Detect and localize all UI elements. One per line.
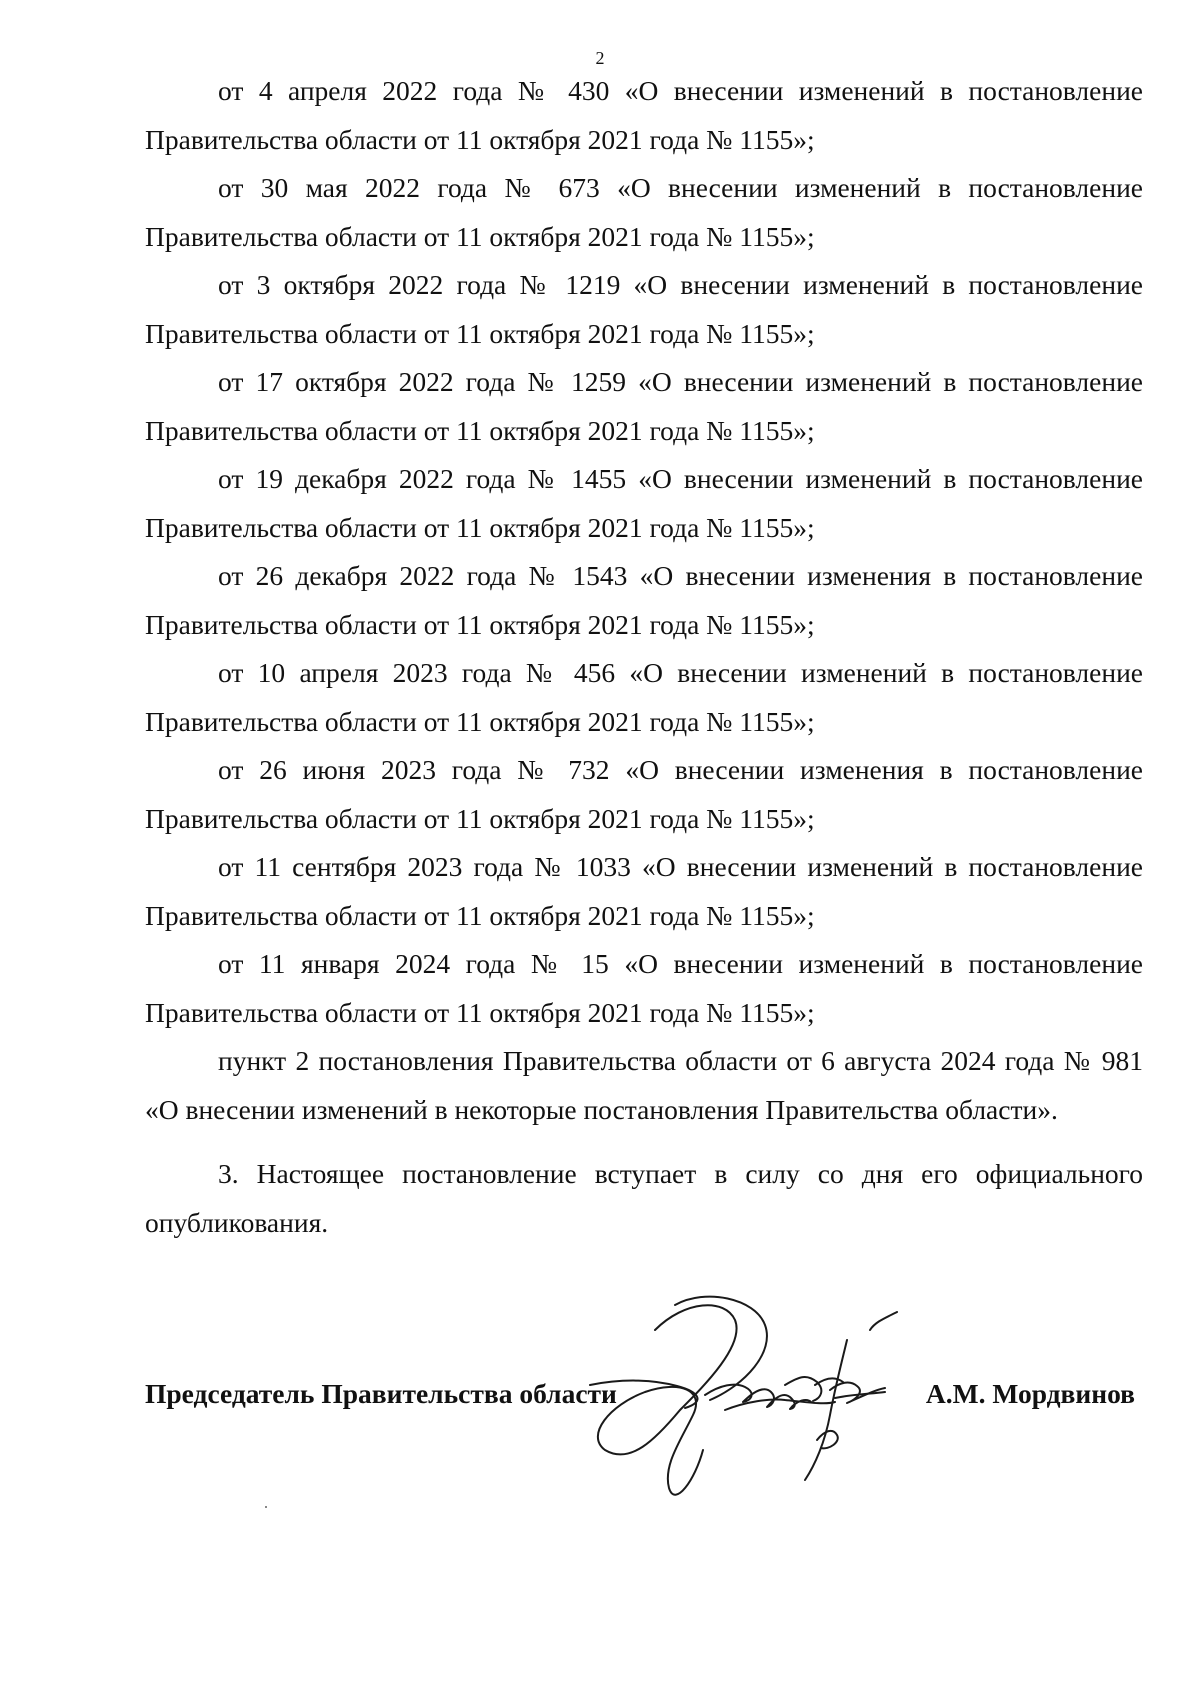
list-item-resolution: от 26 июня 2023 года № 732 «О внесении изменения в постановление Правительства области от 11 октября 2021 года № 1155»; (145, 754, 1143, 834)
list-item-resolution: от 19 декабря 2022 года № 1455 «О внесении изменений в постановление Правительства области от 11 октября 2021 года № 1155»; (145, 463, 1143, 543)
list-item-resolution: от 30 мая 2022 года № 673 «О внесении изменений в постановление Правительства области от 11 октября 2021 года № 1155»; (145, 172, 1143, 252)
list-item-resolution: от 3 октября 2022 года № 1219 «О внесении изменений в постановление Правительства области от 11 октября 2021 года № 1155»; (145, 269, 1143, 349)
handwritten-signature (585, 1290, 945, 1510)
list-item-resolution: от 10 апреля 2023 года № 456 «О внесении изменений в постановление Правительства области от 11 октября 2021 года № 1155»; (145, 657, 1143, 737)
page-number: 2 (595, 48, 605, 68)
list-item-resolution: от 4 апреля 2022 года № 430 «О внесении изменений в постановление Правительства области от 11 октября 2021 года № 1155»; (145, 75, 1143, 155)
list-item-resolution: от 11 января 2024 года № 15 «О внесении изменений в постановление Правительства области от 11 октября 2021 года № 1155»; (145, 948, 1143, 1028)
scan-speck (265, 1506, 267, 1508)
list-item-resolution: от 17 октября 2022 года № 1259 «О внесении изменений в постановление Правительства области от 11 октября 2021 года № 1155»; (145, 366, 1143, 446)
signer-position: Председатель Правительства области (145, 1378, 617, 1409)
list-item-resolution: от 11 сентября 2023 года № 1033 «О внесении изменений в постановление Правительства области от 11 октября 2021 года № 1155»; (145, 851, 1143, 931)
list-item-resolution: от 26 декабря 2022 года № 1543 «О внесении изменения в постановление Правительства области от 11 октября 2021 года № 1155»; (145, 560, 1143, 640)
list-item-clause-2-point: пункт 2 постановления Правительства области от 6 августа 2024 года № 981 «О внесении изменений в некоторые постановления Правительства области». (145, 1045, 1143, 1125)
signer-name: А.М. Мордвинов (925, 1378, 1135, 1409)
clause-3: 3. Настоящее постановление вступает в силу со дня его официального опубликования. (145, 1158, 1143, 1238)
document-body (145, 67, 1143, 1247)
